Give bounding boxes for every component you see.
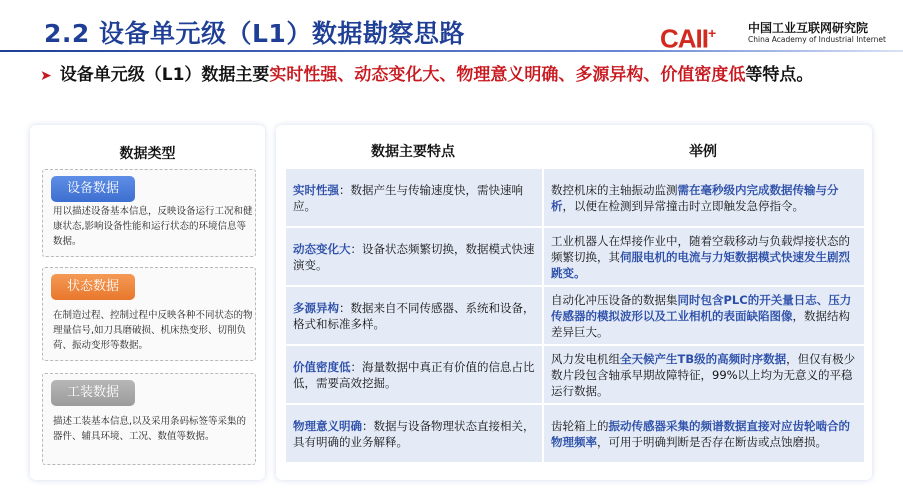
logo-mark: CAII+ — [660, 23, 716, 54]
type-card-device — [42, 169, 256, 257]
bullet-highlight: 实时性强、动态变化大、物理意义明确、多源异构、价值密度低 — [269, 65, 746, 85]
status-data-desc: 在制造过程、控制过程中反映各种不同状态的物理量信号,如刀具磨破损、机床热变形、切削负荷、振动变形等数据。 — [53, 310, 253, 351]
feature-cell: 物理意义明确：数据与设备物理状态直接相关，具有明确的业务解释。 — [285, 404, 543, 463]
table-row — [285, 168, 865, 227]
table-row — [285, 227, 865, 286]
data-types-panel — [30, 125, 265, 480]
device-data-chip: 设备数据 — [51, 176, 135, 202]
summary-bullet: ➤ 设备单元级（L1）数据主要实时性强、动态变化大、物理意义明确、多源异构、价值密度低等特点。 — [40, 65, 814, 85]
feature-cell: 价值密度低：海量数据中真正有价值的信息占比低，需要高效挖掘。 — [285, 345, 543, 404]
example-cell: 工业机器人在焊接作业中，随着空载移动与负载焊接状态的频繁切换，其伺服电机的电流与力矩数据模式快速发生剧烈跳变。 — [543, 227, 865, 286]
feature-cell: 多源异构：数据来自不同传感器、系统和设备，格式和标准多样。 — [285, 286, 543, 345]
type-card-fixture — [42, 373, 256, 465]
table-row — [285, 404, 865, 463]
bullet-arrow-icon: ➤ — [40, 68, 52, 84]
feature-cell: 实时性强：数据产生与传输速度快，需快速响应。 — [285, 168, 543, 227]
example-cell: 自动化冲压设备的数据集同时包含PLC的开关量日志、压力传感器的模拟波形以及工业相机的表面缺陷图像，数据结构差异巨大。 — [543, 286, 865, 345]
fixture-data-desc: 描述工装基本信息,以及采用条码标签等采集的器件、辅具环境、工况、数值等数据。 — [53, 416, 247, 442]
feature-cell: 动态变化大：设备状态频繁切换，数据模式快速演变。 — [285, 227, 543, 286]
features-panel — [276, 125, 872, 480]
example-column-header: 举例 — [689, 144, 717, 160]
table-row — [285, 286, 865, 345]
example-cell: 齿轮箱上的振动传感器采集的频谱数据直接对应齿轮啮合的物理频率，可用于明确判断是否存在断齿或点蚀磨损。 — [543, 404, 865, 463]
fixture-data-chip: 工装数据 — [51, 380, 135, 406]
title-divider — [0, 50, 903, 52]
example-cell: 风力发电机组全天候产生TB级的高频时序数据，但仅有极少数片段包含轴承早期故障特征，99%以上均为无意义的平稳运行数据。 — [543, 345, 865, 404]
features-table — [284, 167, 866, 464]
page-title: 2.2 设备单元级（L1）数据勘察思路 — [44, 19, 465, 48]
logo-cn-name: 中国工业互联网研究院 — [748, 21, 869, 35]
status-data-chip: 状态数据 — [51, 274, 135, 300]
data-types-heading: 数据类型 — [119, 146, 176, 162]
device-data-desc: 用以描述设备基本信息，反映设备运行工况和健康状态,影响设备性能和运行状态的环境信息等数据。 — [53, 206, 253, 247]
caii-logo — [660, 18, 900, 54]
logo-en-name: China Academy of Industrial Internet — [748, 35, 886, 44]
table-row — [285, 345, 865, 404]
feature-column-header: 数据主要特点 — [371, 144, 455, 160]
example-cell: 数控机床的主轴振动监测需在毫秒级内完成数据传输与分析，以便在检测到异常撞击时立即触发急停指令。 — [543, 168, 865, 227]
type-card-status — [42, 267, 256, 361]
